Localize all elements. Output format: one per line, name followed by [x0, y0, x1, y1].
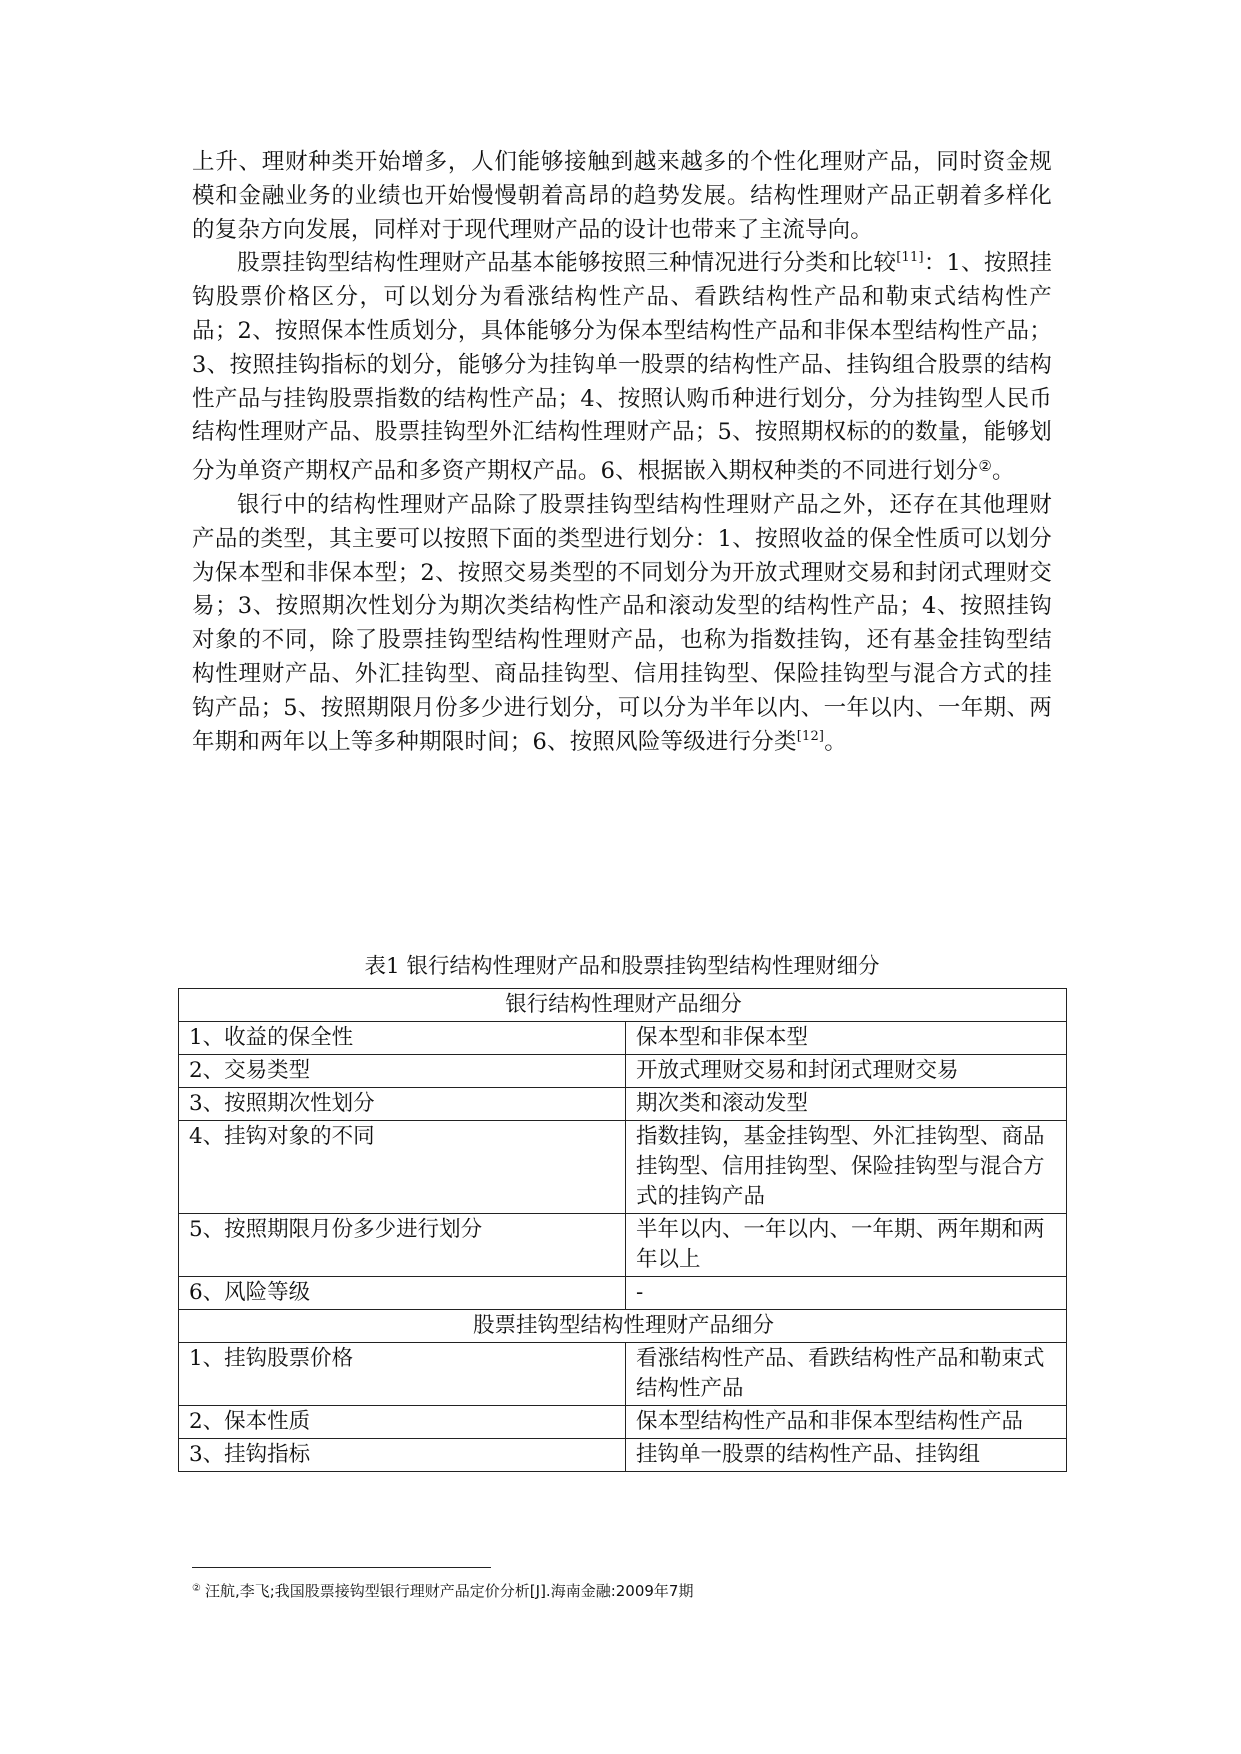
row-key: 5、按照期限月份多少进行划分 [179, 1214, 626, 1277]
table-row [179, 1439, 1067, 1472]
row-value: 期次类和滚动发型 [626, 1088, 1067, 1121]
table-row [179, 1406, 1067, 1439]
row-key: 2、交易类型 [179, 1055, 626, 1088]
citation-11[interactable]: [11] [896, 250, 924, 266]
paragraph-3-text-b: 。 [824, 728, 847, 755]
row-value: - [626, 1277, 1067, 1310]
row-value: 保本型和非保本型 [626, 1022, 1067, 1055]
row-key: 3、按照期次性划分 [179, 1088, 626, 1121]
footnote-mark: ② [192, 1583, 201, 1594]
section-title-stock: 股票挂钩型结构性理财产品细分 [179, 1310, 1067, 1343]
paragraph-1: 上升、理财种类开始增多，人们能够接触到越来越多的个性化理财产品，同时资金规模和金融业务的业绩也开始慢慢朝着高昂的趋势发展。结构性理财产品正朝着多样化的复杂方向发展，同样对于现代理财产品的设计也带来了主流导向。 [192, 149, 1052, 243]
table-row [179, 1022, 1067, 1055]
table-caption: 表1 银行结构性理财产品和股票挂钩型结构性理财细分 [364, 954, 880, 979]
table-row [179, 1214, 1067, 1277]
paragraph-2-text-c: 。 [991, 458, 1015, 485]
row-value: 看涨结构性产品、看跌结构性产品和勒束式结构性产品 [626, 1343, 1067, 1406]
paragraph-2-text-a: 股票挂钩型结构性理财产品基本能够按照三种情况进行分类和比较 [237, 250, 897, 277]
footnote-separator [192, 1567, 491, 1568]
footnote-ref-2[interactable]: ② [978, 457, 992, 476]
table-row [179, 1343, 1067, 1406]
row-key: 4、挂钩对象的不同 [179, 1121, 626, 1214]
paragraph-3-text-a: 银行中的结构性理财产品除了股票挂钩型结构性理财产品之外，还存在其他理财产品的类型，其主要可以按照下面的类型进行划分：1、按照收益的保全性质可以划分为保本型和非保本型；2、按照交易类型的不同划分为开放式理财交易和封闭式理财交易；3、按照期次性划分为期次类结构性产品和滚动发型的结构性产品；4、按照挂钩对象的不同，除了股票挂钩型结构性理财产品，也称为指数挂钩，还有基金挂钩型结构性理财产品、外汇挂钩型、商品挂钩型、信用挂钩型、保险挂钩型与混合方式的挂钩产品；5、按照期限月份多少进行划分，可以分为半年以内、一年以内、一年期、两年期和两年以上等多种期限时间；6、按照风险等级进行分类 [192, 491, 1052, 755]
table-row [179, 1277, 1067, 1310]
row-value: 保本型结构性产品和非保本型结构性产品 [626, 1406, 1067, 1439]
table-row [179, 1088, 1067, 1121]
table-row [179, 1055, 1067, 1088]
row-key: 2、保本性质 [179, 1406, 626, 1439]
table-section-header [179, 1310, 1067, 1343]
row-value: 开放式理财交易和封闭式理财交易 [626, 1055, 1067, 1088]
row-value: 半年以内、一年以内、一年期、两年期和两年以上 [626, 1214, 1067, 1277]
row-key: 1、收益的保全性 [179, 1022, 626, 1055]
body-text [192, 146, 1052, 759]
section-title-bank: 银行结构性理财产品细分 [179, 989, 1067, 1022]
paragraph-2-text-b: ：1、按照挂钩股票价格区分，可以划分为看涨结构性产品、看跌结构性产品和勒束式结构性产品；2、按照保本性质划分，具体能够分为保本型结构性产品和非保本型结构性产品；3、按照挂钩指标的划分，能够分为挂钩单一股票的结构性产品、挂钩组合股票的结构性产品与挂钩股票指数的结构性产品；4、按照认购币种进行划分，分为挂钩型人民币结构性理财产品、股票挂钩型外汇结构性理财产品；5、按照期权标的的数量，能够划分为单资产期权产品和多资产期权产品。6、根据嵌入期权种类的不同进行划分 [192, 250, 1052, 485]
citation-12[interactable]: [12] [796, 728, 825, 744]
row-key: 3、挂钩指标 [179, 1439, 626, 1472]
footnote-text: 汪航,李飞;我国股票接钩型银行理财产品定价分析[J].海南金融:2009年7期 [204, 1582, 694, 1600]
row-key: 6、风险等级 [179, 1277, 626, 1310]
row-value: 指数挂钩，基金挂钩型、外汇挂钩型、商品挂钩型、信用挂钩型、保险挂钩型与混合方式的挂钩产品 [626, 1121, 1067, 1214]
row-value: 挂钩单一股票的结构性产品、挂钩组 [626, 1439, 1067, 1472]
paragraph-3 [192, 489, 1052, 759]
classification-table [178, 988, 1067, 1472]
paragraph-2 [192, 247, 1052, 489]
table-row [179, 1121, 1067, 1214]
table-section-header [179, 989, 1067, 1022]
row-key: 1、挂钩股票价格 [179, 1343, 626, 1406]
footnote [192, 1578, 693, 1602]
